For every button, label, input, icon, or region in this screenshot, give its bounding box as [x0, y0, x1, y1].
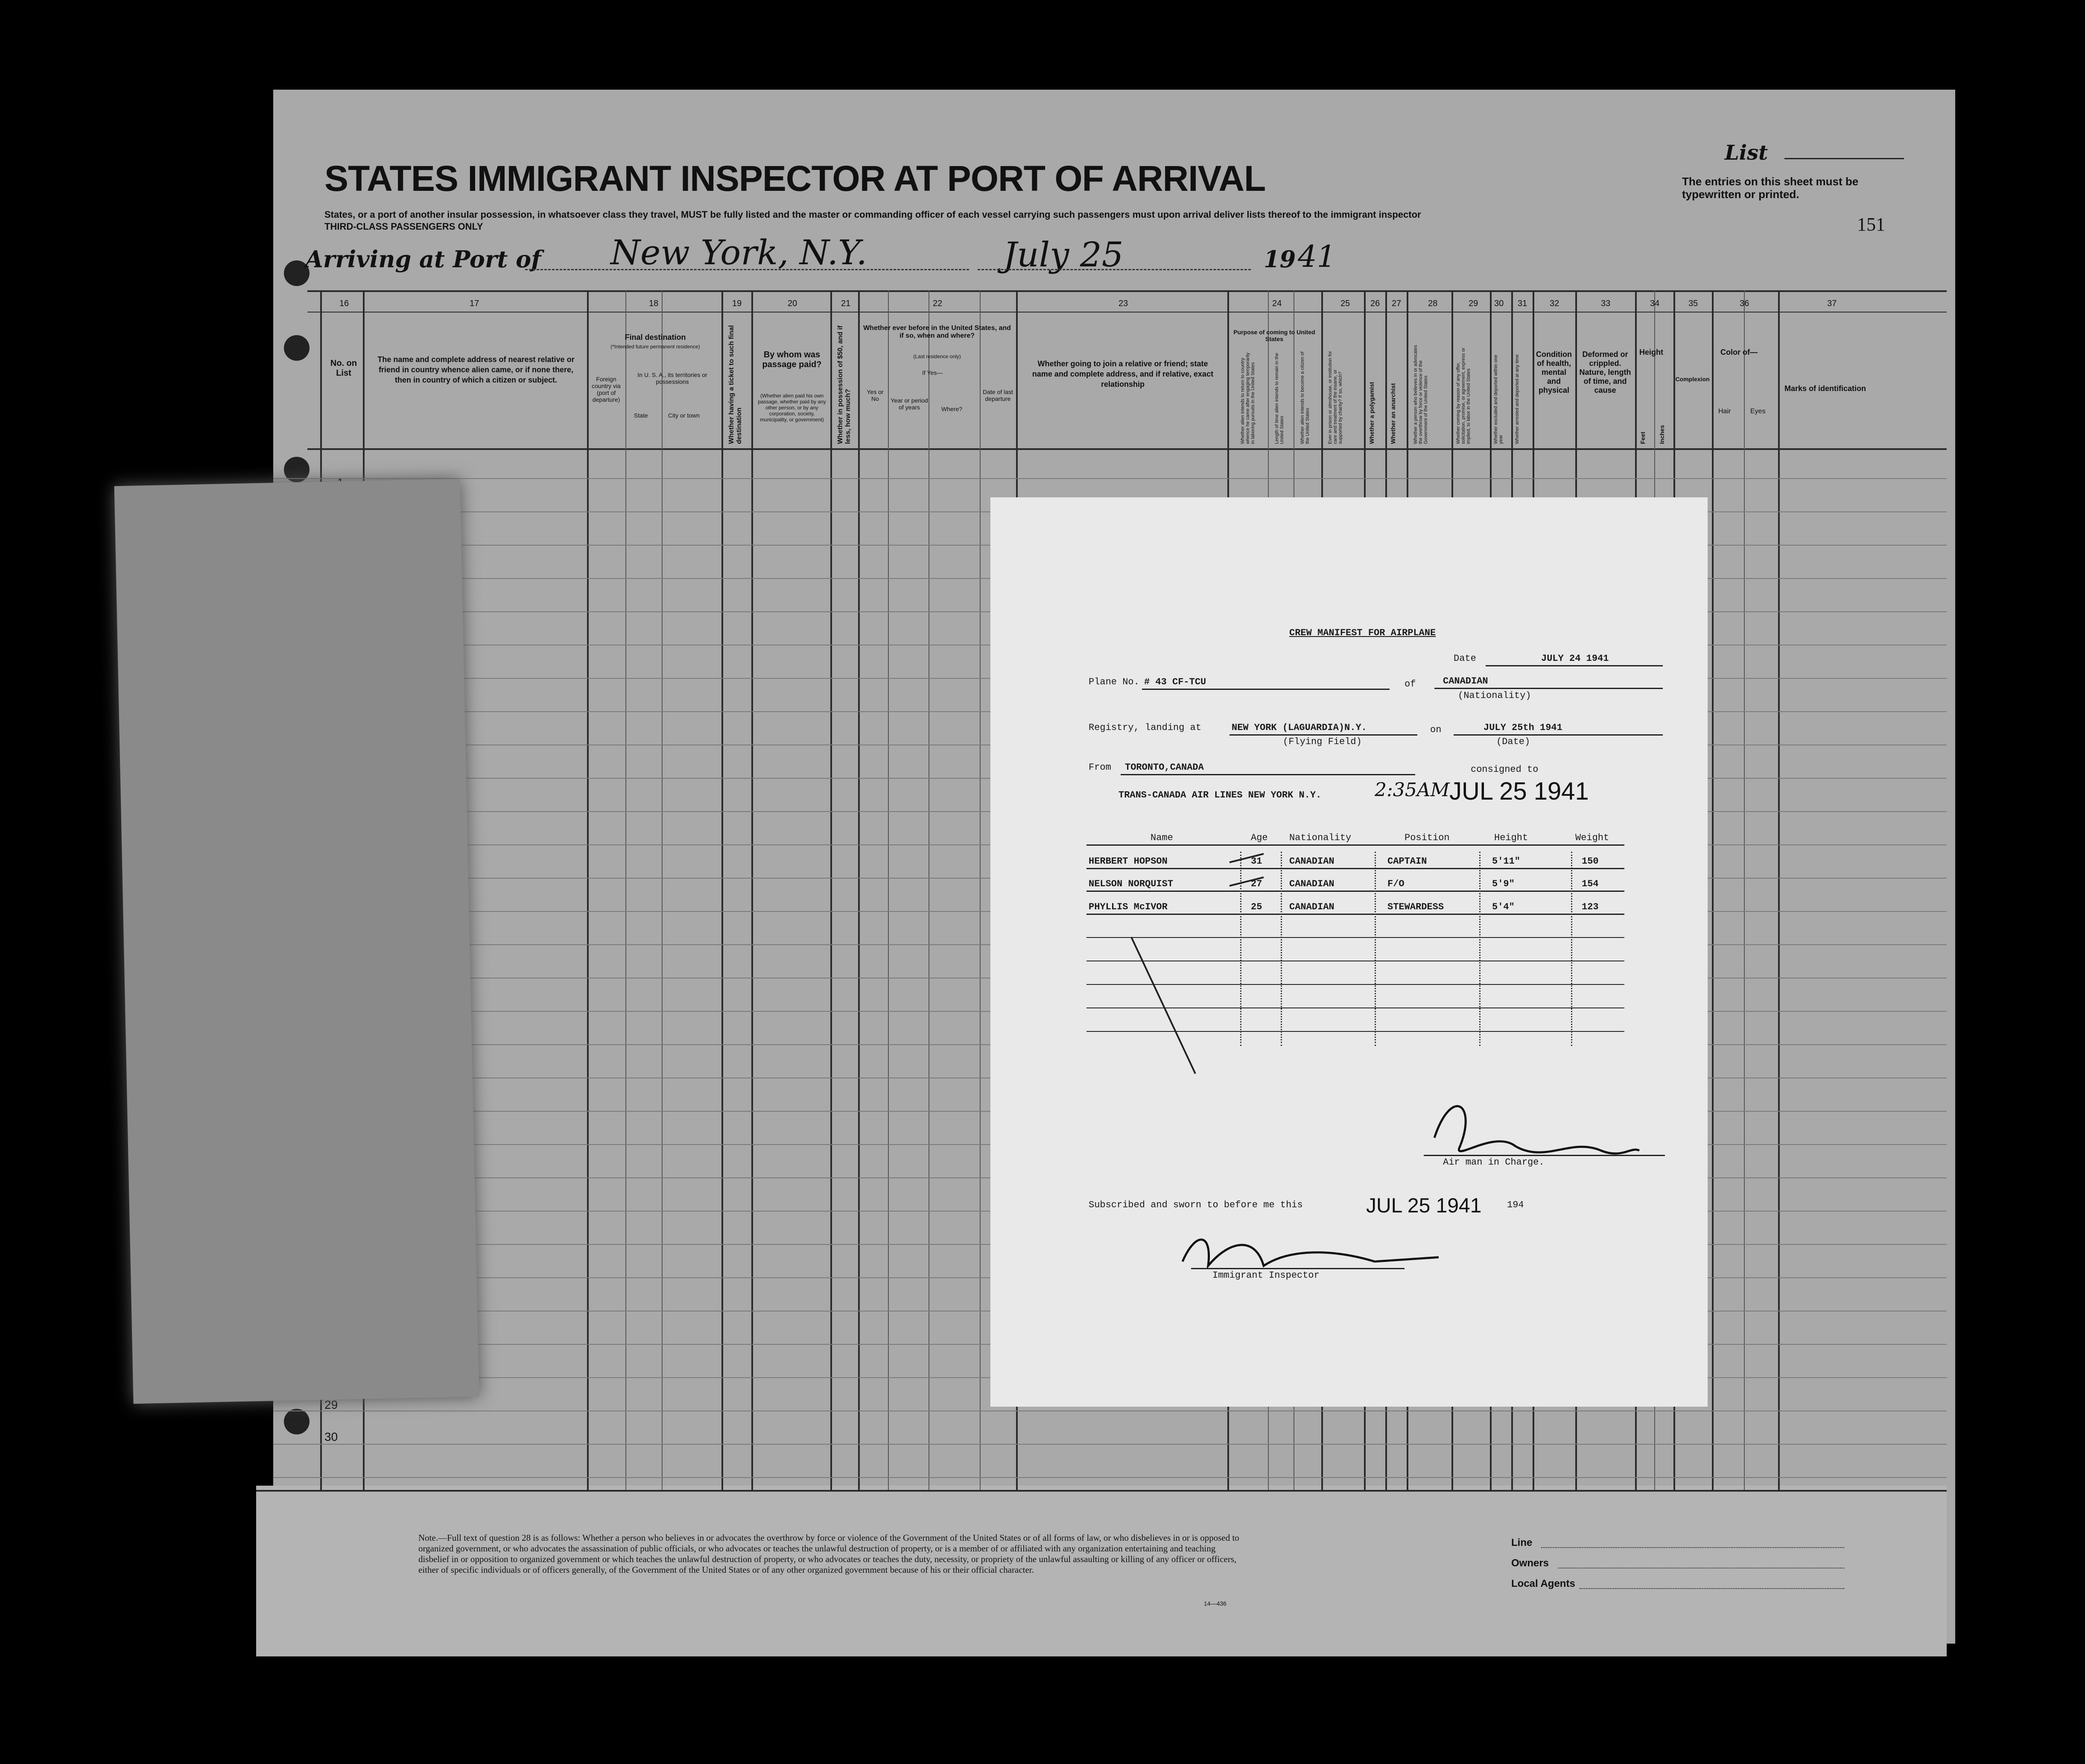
folded-paper-overlay	[114, 479, 479, 1404]
table-top-border	[307, 290, 1947, 292]
header-c28: Whether a person who believes in or advocates the overthrow by force or violence of the Government of the United States	[1413, 345, 1428, 444]
header-c17: The name and complete address of nearest relative or friend in country whence alien came, or if none there, then in country of which a citizen or subject.	[377, 355, 575, 384]
column-number: 33	[1601, 299, 1611, 308]
column-number: 36	[1740, 299, 1749, 308]
row-number: 30	[324, 1430, 338, 1443]
crew-name: HERBERT HOPSON	[1089, 856, 1168, 867]
column-line	[751, 290, 753, 1490]
header-c22-where: Where?	[941, 406, 963, 412]
column-line	[980, 290, 981, 1490]
header-c34-title: Height	[1639, 348, 1663, 356]
date-line	[978, 269, 1251, 270]
header-c36-eyes: Eyes	[1750, 408, 1766, 415]
header-c18-state: State	[634, 412, 648, 419]
header-c22-year: Year or period of years	[891, 397, 928, 411]
col-position: Position	[1405, 832, 1450, 843]
header-c22-title: Whether ever before in the United States, and if so, when and where?	[863, 324, 1011, 339]
from-value: TORONTO,CANADA	[1125, 762, 1204, 773]
column-number: 17	[470, 299, 479, 308]
column-line	[1712, 290, 1714, 1490]
crew-age: 27	[1251, 879, 1262, 889]
crew-height: 5'9"	[1492, 879, 1515, 889]
header-c18-sub: (*Intended future permanent residence)	[610, 344, 700, 350]
column-line	[625, 290, 626, 1490]
crew-age: 25	[1251, 902, 1262, 912]
header-c20-sub: (Whether alien paid his own passage, whether paid by any other person, or by any corporation, society, municipality, or government)	[758, 393, 826, 423]
crew-nationality: CANADIAN	[1289, 902, 1335, 912]
airman-line	[1424, 1155, 1665, 1156]
header-c24b: Length of time alien intends to remain in the United States	[1274, 353, 1285, 444]
crew-name: PHYLLIS McIVOR	[1089, 902, 1168, 912]
year-handwritten: 41	[1298, 239, 1336, 274]
column-number: 31	[1518, 299, 1527, 308]
column-line	[662, 290, 663, 1490]
header-c33: Deformed or crippled. Nature, length of time, and cause	[1579, 350, 1631, 394]
header-bottom-border	[307, 448, 1947, 450]
column-number: 21	[841, 299, 851, 308]
line-label: Line	[1511, 1537, 1533, 1548]
column-number: 23	[1118, 299, 1128, 308]
line-field	[1541, 1547, 1844, 1548]
plane-value: # 43 CF-TCU	[1144, 677, 1206, 687]
list-label: List	[1725, 141, 1768, 165]
header-c37: Marks of identification	[1784, 384, 1866, 393]
col-height: Height	[1494, 832, 1528, 843]
header-c26: Whether a polygamist	[1368, 382, 1375, 444]
punch-hole	[284, 1409, 310, 1434]
col-name: Name	[1151, 832, 1173, 843]
column-number: 37	[1827, 299, 1837, 308]
manifest-pen-marks	[990, 497, 1708, 1407]
crew-weight: 150	[1582, 856, 1599, 867]
header-c27: Whether an anarchist	[1390, 383, 1396, 444]
page-title: STATES IMMIGRANT INSPECTOR AT PORT OF ARRIVAL	[324, 158, 1266, 199]
crew-position: CAPTAIN	[1387, 856, 1427, 867]
column-line	[1778, 290, 1780, 1490]
header-c34-inches: Inches	[1659, 425, 1665, 444]
column-number: 22	[933, 299, 943, 308]
agents-field	[1580, 1588, 1844, 1589]
header-c18-title: Final destination	[625, 333, 686, 342]
landing-date-value: JULY 25th 1941	[1483, 722, 1562, 733]
header-c24c: Whether alien intends to become a citizen of the United States	[1300, 351, 1310, 444]
header-c32: Condition of health, mental and physical	[1536, 350, 1572, 394]
crew-position: STEWARDESS	[1387, 902, 1444, 912]
of-label: of	[1405, 679, 1416, 689]
column-line	[830, 290, 832, 1490]
header-c19: Whether having a ticket to such final destination	[728, 325, 743, 444]
column-number: 29	[1469, 299, 1478, 308]
header-c35: Complexion	[1675, 376, 1710, 383]
header-c21: Whether in possession of $50, and if less, how much?	[837, 325, 852, 444]
date-handwritten: July 25	[1003, 235, 1124, 275]
date-value: JULY 24 1941	[1541, 653, 1609, 664]
form-code: 14—436	[1204, 1600, 1226, 1607]
port-handwritten: New York, N.Y.	[610, 233, 867, 272]
crew-age: 31	[1251, 856, 1262, 867]
received-stamp: JUL 25 1941	[1449, 777, 1589, 805]
header-c22-date: Date of last departure	[983, 388, 1013, 402]
landing-value: NEW YORK (LAGUARDIA)N.Y.	[1232, 722, 1367, 733]
column-number: 35	[1688, 299, 1698, 308]
flying-field-caption: (Flying Field)	[1283, 736, 1362, 747]
inspector-line	[1191, 1268, 1405, 1269]
column-number: 34	[1650, 299, 1660, 308]
row-line	[273, 478, 1947, 479]
header-c25: Ever in prison or almshouse, or institution for care and treatment of the insane, or supported by charity? If so, which?	[1328, 351, 1343, 444]
column-line	[1744, 290, 1745, 1490]
punch-hole	[284, 335, 310, 361]
header-c36-hair: Hair	[1718, 408, 1731, 415]
arriving-label: Arriving at Port of	[305, 245, 541, 273]
sworn-label: Subscribed and sworn to before me this	[1089, 1200, 1303, 1210]
plane-label: Plane No.	[1089, 677, 1139, 687]
column-number: 24	[1272, 299, 1282, 308]
header-c23: Whether going to join a relative or friend; state name and complete address, and if relative, exact relationship	[1032, 359, 1214, 388]
column-line	[587, 290, 589, 1490]
owners-label: Owners	[1511, 1557, 1549, 1569]
sworn-stamp: JUL 25 1941	[1366, 1194, 1482, 1217]
crew-nationality: CANADIAN	[1289, 879, 1335, 889]
col-age: Age	[1251, 832, 1268, 843]
header-c22-yes-no: Yes or No	[867, 388, 884, 402]
header-c18-foreign: Foreign country via (port of departure)	[592, 376, 621, 403]
header-c36-title: Color of—	[1720, 348, 1758, 356]
header-c24a: Whether alien intends to return to country whence he came after engaging temporarily in laboring pursuits in the United States	[1240, 352, 1256, 444]
header-c18-city: City or town	[668, 412, 700, 419]
column-number: 27	[1392, 299, 1402, 308]
airman-caption: Air man in Charge.	[1443, 1157, 1545, 1168]
list-line	[1784, 158, 1904, 159]
year-prefix: 19	[1264, 245, 1296, 273]
crew-weight: 154	[1582, 879, 1599, 889]
date-caption: (Date)	[1496, 736, 1530, 747]
typewritten-note: The entries on this sheet must be typewritten or printed.	[1682, 175, 1859, 201]
col-nationality: Nationality	[1289, 832, 1352, 843]
header-c24-title: Purpose of coming to United States	[1233, 329, 1315, 342]
from-label: From	[1089, 762, 1111, 773]
column-number: 18	[649, 299, 659, 308]
class-line: THIRD-CLASS PASSENGERS ONLY	[324, 221, 483, 232]
crew-manifest	[990, 497, 1708, 1407]
crew-nationality: CANADIAN	[1289, 856, 1335, 867]
date-label: Date	[1454, 653, 1476, 664]
crew-position: F/O	[1387, 879, 1405, 889]
column-number: 26	[1370, 299, 1380, 308]
consigned-label: consigned to	[1471, 764, 1539, 775]
on-label: on	[1430, 724, 1442, 735]
header-c22-sub: (Last residence only)	[913, 353, 961, 359]
nationality-caption: (Nationality)	[1458, 690, 1531, 701]
column-line	[858, 290, 860, 1490]
footnote: Note.—Full text of question 28 is as follows: Whether a person who believes in or advocates the overthrow by force or violence of the Government of the United States or of all forms of law, or who disbelieves in or is opposed to organized government, or who advocates the assassination of public officials, or who advocates or teaches the unlawful destruction of property, or is a member of or affiliated with any organization entertaining and teaching disbelief in or opposition to organized government or which teaches the unlawful destruction of property, or who advocates or teaches the duty, necessity, or propriety of the unlawful assaulting or killing of any officer or officers, either of specific individuals or of officers generally, of the Government of the United States or of any other organized government because of his or their official character.	[418, 1533, 1239, 1575]
header-c30: Whether excluded and deported within one year	[1493, 354, 1504, 444]
crew-name: NELSON NORQUIST	[1089, 879, 1174, 889]
header-c34-feet: Feet	[1639, 432, 1646, 444]
header-c31: Whether arrested and deported at any time	[1515, 354, 1520, 444]
registry-label: Registry, landing at	[1089, 722, 1202, 733]
column-number: 32	[1550, 299, 1559, 308]
column-number: 30	[1494, 299, 1504, 308]
row-line	[273, 1444, 1947, 1445]
consignee-value: TRANS-CANADA AIR LINES NEW YORK N.Y.	[1118, 790, 1322, 800]
column-number: 20	[788, 299, 797, 308]
manifest-title: CREW MANIFEST FOR AIRPLANE	[1289, 628, 1436, 638]
row-line	[273, 1477, 1947, 1478]
instruction-line: States, or a port of another insular possession, in whatsoever class they travel, MUST be fully listed and the master or commanding officer of each vessel carrying such passengers must upon arrival deliver lists thereof to the immigrant inspector	[324, 209, 1421, 220]
sworn-year: 194	[1507, 1200, 1524, 1210]
column-line	[888, 290, 889, 1490]
row-number: 29	[324, 1398, 338, 1411]
column-number: 16	[339, 299, 349, 308]
column-number: 28	[1428, 299, 1438, 308]
crew-height: 5'4"	[1492, 902, 1515, 912]
page-number: 151	[1857, 214, 1885, 235]
col-weight: Weight	[1575, 832, 1609, 843]
header-c18-usa: In U. S. A., its territories or possessions	[637, 371, 707, 385]
header-c22-if-yes: If Yes—	[922, 369, 943, 376]
column-number: 25	[1340, 299, 1350, 308]
agents-label: Local Agents	[1511, 1578, 1575, 1589]
crew-weight: 123	[1582, 902, 1599, 912]
column-line	[721, 290, 723, 1490]
header-c29: Whether coming by reason of any offer, solicitation, promise, or agreement, express or implied, to labor in the United States	[1456, 348, 1471, 444]
column-number: 19	[732, 299, 742, 308]
table-bottom-border	[256, 1490, 1947, 1492]
header-c20-title: By whom was passage paid?	[762, 350, 822, 369]
header-no-on-list: No. on List	[330, 359, 357, 378]
nationality-value: CANADIAN	[1443, 676, 1488, 686]
crew-height: 5'11"	[1492, 856, 1521, 867]
inspector-caption: Immigrant Inspector	[1212, 1270, 1320, 1281]
stamp-time: 2:35AM	[1375, 779, 1450, 801]
